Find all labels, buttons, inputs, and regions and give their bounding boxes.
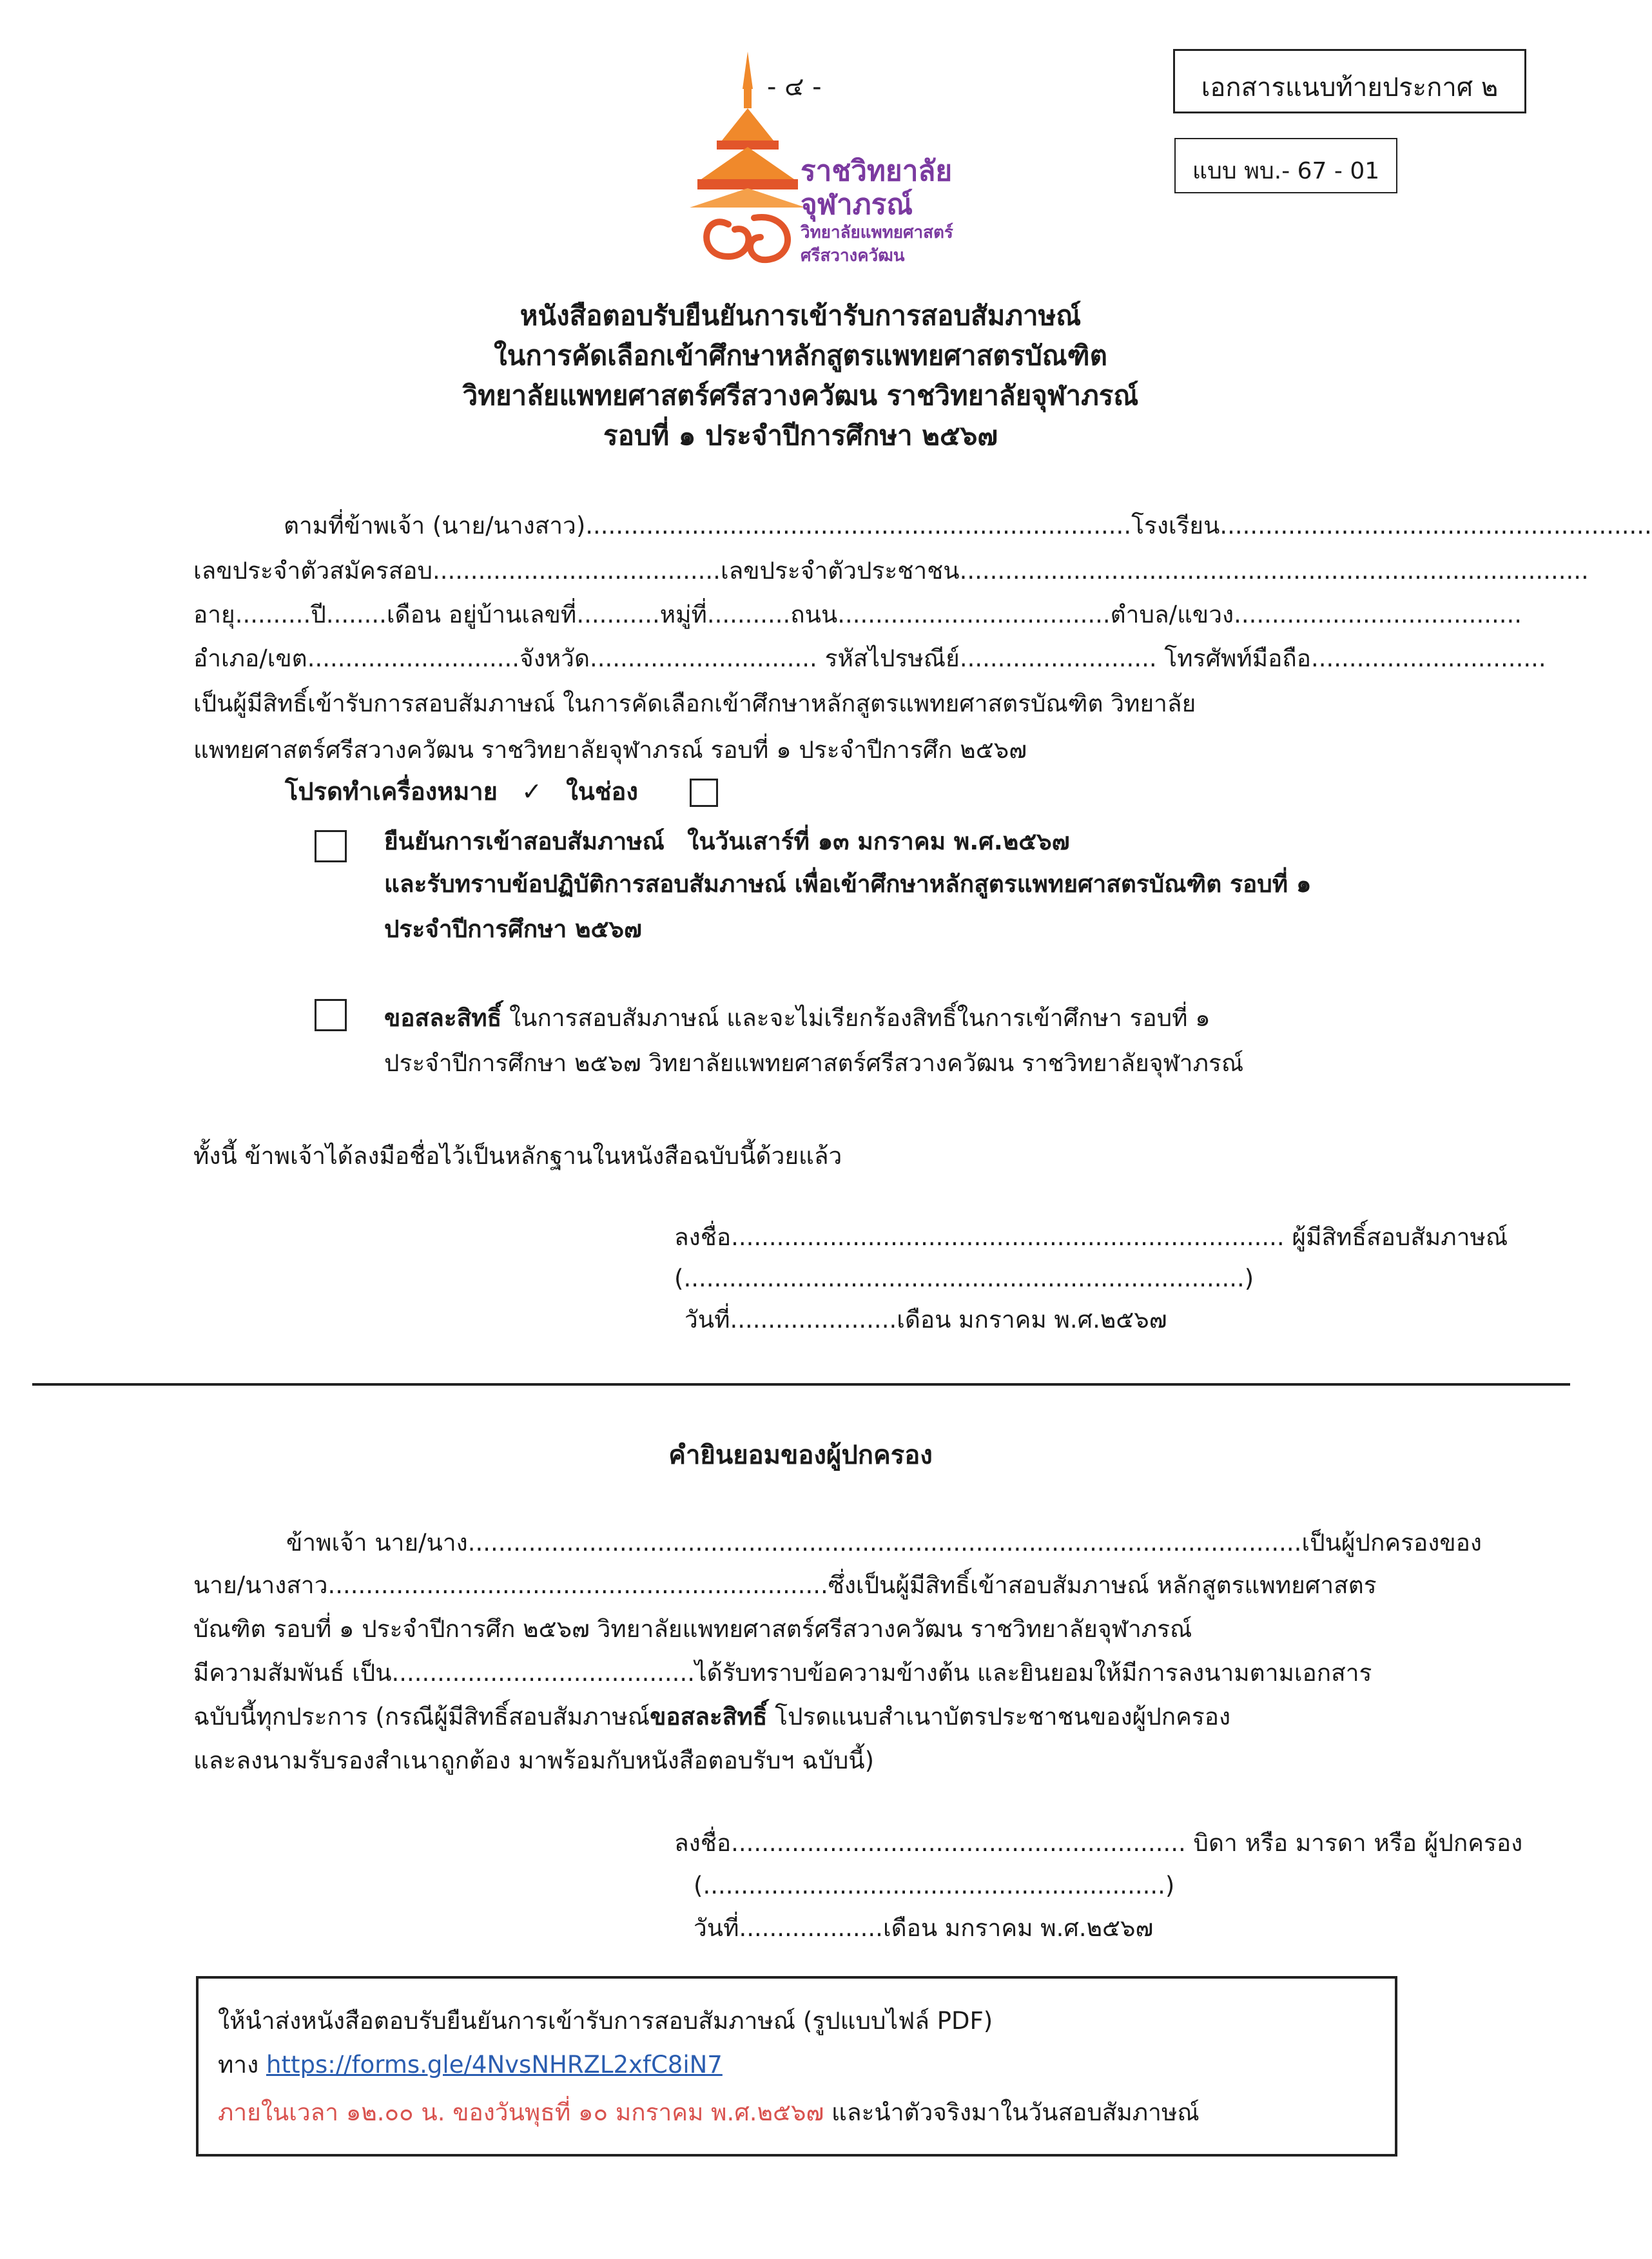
page-number: - ๔ - — [767, 72, 822, 102]
signature2-date-label: วันที่ — [694, 1914, 739, 1942]
guardian-row-4 — [193, 1658, 1410, 1689]
signature2-role: บิดา หรือ มารดา หรือ ผู้ปกครอง — [1193, 1829, 1523, 1857]
years-label: ปี — [311, 601, 326, 628]
notice-line-1: ให้นำส่งหนังสือตอบรับยืนยันการเข้ารับการสอบสัมภาษณ์ (รูปแบบไฟล์ PDF) — [218, 2007, 993, 2035]
postcode-field[interactable]: .......................... — [959, 645, 1157, 672]
guardian-of-label: เป็นผู้ปกครองของ — [1301, 1529, 1482, 1556]
option-waive-line-1 — [384, 1003, 1415, 1034]
instruction-sample-box — [690, 779, 718, 807]
check-mark-icon: ✓ — [521, 777, 542, 806]
signature1-paren-close: ) — [1244, 1265, 1254, 1292]
option-waive-detail: ในการสอบสัมภาษณ์ และจะไม่เรียกร้องสิทธิ์ในการเข้าศึกษา รอบที่ ๑ — [509, 1004, 1210, 1032]
applicant-id-field[interactable]: ...................................... — [432, 557, 721, 585]
applicant-name-label: ตามที่ข้าพเจ้า (นาย/นางสาว) — [284, 512, 586, 539]
option-waive-line-2: ประจำปีการศึกษา ๒๕๖๗ วิทยาลัยแพทยศาสตร์ศรีสวางควัฒน ราชวิทยาลัยจุฬาภรณ์ — [384, 1049, 1244, 1077]
subdistrict-label: ตำบล/แขวง — [1110, 601, 1234, 628]
applicant-row-5: เป็นผู้มีสิทธิ์เข้ารับการสอบสัมภาษณ์ ในการคัดเลือกเข้าศึกษาหลักสูตรแพทยศาสตรบัณฑิต วิทยาลัย — [193, 690, 1196, 717]
form-code-box — [1174, 138, 1397, 193]
signature1-role: ผู้มีสิทธิ์สอบสัมภาษณ์ — [1292, 1223, 1508, 1251]
signature1-name-field[interactable]: .......................................................................... — [683, 1265, 1245, 1292]
confirm-checkbox[interactable] — [315, 830, 347, 862]
college-logo — [683, 50, 993, 269]
instruction-text-a: โปรดทำเครื่องหมาย — [285, 777, 498, 806]
guardian-row-6: และลงนามรับรองสำเนาถูกต้อง มาพร้อมกับหนังสือตอบรับฯ ฉบับนี้) — [193, 1747, 875, 1774]
citizen-id-field[interactable]: ................................................................................... — [959, 557, 1589, 585]
doc-tag-box — [1173, 49, 1526, 113]
instruction — [285, 776, 1502, 807]
signature2-month-year: เดือน มกราคม พ.ศ.๒๕๖๗ — [882, 1914, 1154, 1942]
signature1-date-row — [685, 1304, 1265, 1335]
signature2-name-row — [694, 1870, 1175, 1901]
applicant-row-2 — [193, 556, 1589, 587]
age-years-field[interactable]: .......... — [235, 601, 311, 628]
province-label: จังหวัด — [520, 645, 590, 672]
guardian-student-label: นาย/นางสาว — [193, 1571, 328, 1599]
notice-bring-original: และนำตัวจริงมาในวันสอบสัมภาษณ์ — [824, 2099, 1200, 2126]
signature1-day-field[interactable]: ...................... — [730, 1306, 897, 1333]
logo-name-line2: จุฬาภรณ์ — [801, 188, 913, 221]
signature2-paren-open: ( — [694, 1872, 703, 1899]
notice-line-2 — [218, 2046, 723, 2084]
district-label: อำเภอ/เขต — [193, 645, 307, 672]
title-line-4: รอบที่ ๑ ประจำปีการศึกษา ๒๕๖๗ — [603, 420, 998, 451]
relationship-label: มีความสัมพันธ์ เป็น — [193, 1659, 392, 1687]
school-label: โรงเรียน — [1131, 512, 1220, 539]
notice-deadline: ภายในเวลา ๑๒.๐๐ น. ของวันพุธที่ ๑๐ มกราคม พ.ศ.๒๕๖๗ — [218, 2099, 824, 2126]
guardian-name-field[interactable]: .............................................................................................................. — [467, 1529, 1302, 1556]
notice-line-3 — [218, 2093, 1200, 2131]
guardian-row4-text: ได้รับทราบข้อความข้างต้น และยินยอมให้มีการลงนามตามเอกสาร — [694, 1659, 1372, 1687]
option-confirm-line-2: และรับทราบข้อปฏิบัติการสอบสัมภาษณ์ เพื่อเข้าศึกษาหลักสูตรแพทยศาสตรบัณฑิต รอบที่ ๑ — [384, 870, 1312, 898]
signature2-paren-close: ) — [1165, 1872, 1175, 1899]
guardian-student-field[interactable]: .................................................................. — [327, 1571, 828, 1599]
title-line-1: หนังสือตอบรับยืนยันการเข้ารับการสอบสัมภาษณ์ — [520, 300, 1082, 331]
postcode-label: รหัสไปรษณีย์ — [824, 645, 960, 672]
signature2-row — [674, 1828, 1523, 1859]
applicant-id-label: เลขประจำตัวสมัครสอบ — [193, 557, 432, 585]
waive-checkbox[interactable] — [315, 999, 347, 1031]
relationship-field[interactable]: ........................................ — [391, 1659, 695, 1687]
house-no-field[interactable]: ........... — [576, 601, 660, 628]
signature1-field[interactable]: ......................................................................... — [731, 1223, 1285, 1251]
notice-via-label: ทาง — [218, 2051, 259, 2079]
option-confirm-line-1 — [384, 826, 1415, 857]
logo-name-line1: ราชวิทยาลัย — [801, 155, 953, 188]
signature1-label: ลงชื่อ — [674, 1223, 732, 1251]
logo-emblem-icon — [683, 50, 812, 269]
instruction-text-b: ในช่อง — [566, 777, 638, 806]
guardian-name-label: ข้าพเจ้า นาย/นาง — [286, 1529, 468, 1556]
applicant-row-6: แพทยศาสตร์ศรีสวางควัฒน ราชวิทยาลัยจุฬาภรณ์ รอบที่ ๑ ประจำปีการศึก ๒๕๖๗ — [193, 736, 1027, 764]
road-field[interactable]: .................................... — [837, 601, 1111, 628]
signature1-paren-open: ( — [674, 1265, 684, 1292]
section-divider — [32, 1383, 1570, 1386]
applicant-name-field[interactable]: ........................................................................ — [585, 512, 1132, 539]
signature1-name-row — [674, 1263, 1254, 1294]
applicant-row-1 — [284, 510, 1652, 541]
province-field[interactable]: .............................. — [589, 645, 817, 672]
guardian-row-2 — [193, 1570, 1410, 1601]
submission-notice — [196, 1976, 1397, 2157]
house-no-label: เดือน อยู่บ้านเลขที่ — [386, 601, 577, 628]
doc-tag: เอกสารแนบท้ายประกาศ ๒ — [1201, 73, 1499, 102]
mobile-label: โทรศัพท์มือถือ — [1164, 645, 1312, 672]
age-months-field[interactable]: ........ — [326, 601, 387, 628]
applicant-row-4 — [193, 643, 1546, 674]
guardian-row-1 — [286, 1527, 1482, 1558]
logo-sub-line2: ศรีสวางควัฒน — [801, 246, 905, 266]
guardian-row-3: บัณฑิต รอบที่ ๑ ประจำปีการศึก ๒๕๖๗ วิทยาลัยแพทยศาสตร์ศรีสวางควัฒน ราชวิทยาลัยจุฬาภรณ์ — [193, 1615, 1192, 1643]
mobile-field[interactable]: ............................... — [1311, 645, 1546, 672]
signature2-name-field[interactable]: ............................................................. — [703, 1872, 1165, 1899]
moo-field[interactable]: ........... — [706, 601, 791, 628]
signature1-month-year: เดือน มกราคม พ.ศ.๒๕๖๗ — [897, 1306, 1167, 1333]
signature1-date-label: วันที่ — [685, 1306, 730, 1333]
guardian-row5-a: ฉบับนี้ทุกประการ (กรณีผู้มีสิทธิ์สอบสัมภาษณ์ — [193, 1703, 650, 1731]
title-line-2: ในการคัดเลือกเข้าศึกษาหลักสูตรแพทยศาสตรบัณฑิต — [494, 340, 1107, 371]
logo-sub-line1: วิทยาลัยแพทยศาสตร์ — [801, 223, 953, 242]
submission-form-link[interactable]: https://forms.gle/4NvsNHRZL2xfC8iN7 — [266, 2051, 723, 2079]
guardian-row-5 — [193, 1702, 1410, 1732]
signature1-row — [674, 1222, 1508, 1253]
option-confirm-text: ยืนยันการเข้าสอบสัมภาษณ์ — [384, 828, 665, 855]
signature2-date-row — [694, 1913, 1274, 1944]
signature2-day-field[interactable]: ................... — [739, 1914, 883, 1942]
title-line-3: วิทยาลัยแพทยศาสตร์ศรีสวางควัฒน ราชวิทยาลัยจุฬาภรณ์ — [462, 380, 1139, 411]
form-code: แบบ พบ.- 67 - 01 — [1192, 158, 1380, 184]
district-field[interactable]: ............................ — [307, 645, 520, 672]
applicant-row-3 — [193, 599, 1522, 630]
guardian-row5-c: โปรดแนบสำเนาบัตรประชาชนของผู้ปกครอง — [767, 1703, 1231, 1731]
moo-label: หมู่ที่ — [659, 601, 707, 628]
option-confirm-line-3: ประจำปีการศึกษา ๒๕๖๗ — [384, 915, 642, 943]
option-waive-text: ขอสละสิทธิ์ — [384, 1004, 502, 1032]
signature2-field[interactable]: ............................................................ — [731, 1829, 1186, 1857]
subdistrict-field[interactable]: ...................................... — [1234, 601, 1522, 628]
signature2-label: ลงชื่อ — [674, 1829, 732, 1857]
guardian-title: คำยินยอมของผู้ปกครอง — [668, 1440, 933, 1470]
option-confirm-date: ในวันเสาร์ที่ ๑๓ มกราคม พ.ศ.๒๕๖๗ — [687, 828, 1070, 855]
guardian-row2-text: ซึ่งเป็นผู้มีสิทธิ์เข้าสอบสัมภาษณ์ หลักสูตรแพทยศาสตร — [828, 1571, 1377, 1599]
school-field[interactable]: ......................................................... — [1220, 512, 1652, 539]
evidence-text: ทั้งนี้ ข้าพเจ้าได้ลงมือชื่อไว้เป็นหลักฐานในหนังสือฉบับนี้ด้วยแล้ว — [193, 1142, 842, 1170]
guardian-row5-waive: ขอสละสิทธิ์ — [650, 1703, 768, 1731]
citizen-id-label: เลขประจำตัวประชาชน — [720, 557, 960, 585]
road-label: ถนน — [790, 601, 838, 628]
age-label: อายุ — [193, 601, 235, 628]
